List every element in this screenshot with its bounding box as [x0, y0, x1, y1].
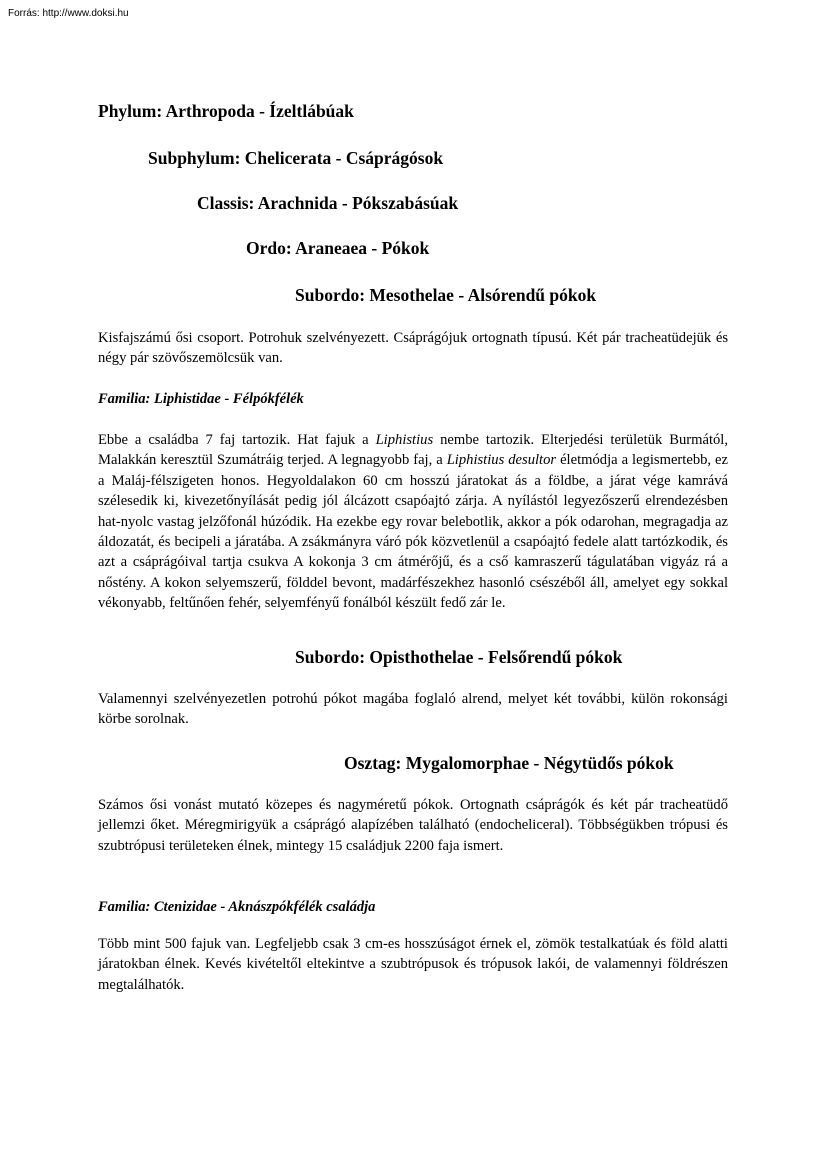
heading-subordo-opisthothelae: Subordo: Opisthothelae - Felsőrendű pókok: [295, 647, 623, 667]
paragraph-opisthothelae: Valamennyi szelvényezetlen potrohú pókot magába foglaló alrend, melyet két további, külön rokonsági körbe sorolnak.: [98, 691, 728, 728]
genus-name: Liphistius: [375, 432, 434, 448]
paragraph-liphistidae: [98, 430, 728, 614]
family-liphistidae: Familia: Liphistidae - Félpókfélék: [98, 391, 304, 407]
species-name: Liphistius desultor: [446, 452, 557, 469]
paragraph-ctenizidae: Több mint 500 fajuk van. Legfeljebb csak 3 cm-es hosszúságot érnek el, zömök testalkatúak és föld alatti járatokban élnek. Kevés kivételtől eltekintve a szubtrópusok és trópusok lakói, de valamennyi földrészen megtalálhatók.: [98, 936, 728, 993]
family-ctenizidae: Familia: Ctenizidae - Aknászpókfélék családja: [98, 899, 376, 915]
heading-subordo-mesothelae: Subordo: Mesothelae - Alsórendű pókok: [295, 285, 597, 305]
heading-osztag-mygalomorphae: Osztag: Mygalomorphae - Négytüdős pókok: [344, 753, 674, 773]
heading-classis: Classis: Arachnida - Pókszabásúak: [197, 193, 459, 213]
paragraph-text: Ebbe a családba 7 faj tartozik. Hat fajuk a: [98, 432, 376, 448]
heading-ordo: Ordo: Araneaea - Pókok: [246, 238, 430, 258]
paragraph-mygalomorphae: Számos ősi vonást mutató közepes és nagyméretű pókok. Ortognath csáprágók és két pár tracheatüdő jellemzi őket. Méregmirigyük a csáprágó alapízében található (endocheliceral). Többségükben trópusi és szubtrópusi területeken élnek, mintegy 15 családjuk 2200 faja ismert.: [98, 797, 728, 854]
heading-subphylum: Subphylum: Chelicerata - Csáprágósok: [148, 148, 444, 168]
paragraph-mesothelae: Kisfajszámú ősi csoport. Potrohuk szelvényezett. Csáprágójuk ortognath típusú. Két pár tracheatüdejük és négy pár szövőszemölcsük van.: [98, 330, 728, 367]
source-url: Forrás: http://www.doksi.hu: [8, 8, 129, 19]
paragraph-text: életmódja a legismertebb, ez a Maláj-félszigeten honos. Hegyoldalakon 60 cm hosszú járatokat ás a földbe, a járat vége kamrává szélesedik ki, kivezetőnyílását pedig jól álcázott csapóajtó zárja. A nyílástól legyezőszerű elrendezésben hat-nyolc vastag jelzőfonál húzódik. Ha ezekbe egy rovar belebotlik, akkor a pók odarohan, megragadja az áldozatát, és becipeli a járatába. A zsákmányra váró pók közvetlenül a csapóajtó fedele alatt tartózkodik, és azt a csáprágóival tartja csukva A kokonja 3 cm átmérőjű, és a cső kamraszerű tágulatában vigyáz rá a nőstény. A kokon selyemszerű, földdel bevont, madárfészekhez hasonló csészéből áll, amelyet egy sokkal vékonyabb, feltűnően fehér, selyemfényű fonálból készült fedő zár le.: [98, 452, 728, 612]
paragraph-text: nembe tartozik. Elterjedési területük Burmától, Malakkán keresztül Szumátráig terjed. A legnagyobb faj, a: [98, 432, 728, 469]
heading-phylum: Phylum: Arthropoda - Ízeltlábúak: [98, 101, 354, 121]
